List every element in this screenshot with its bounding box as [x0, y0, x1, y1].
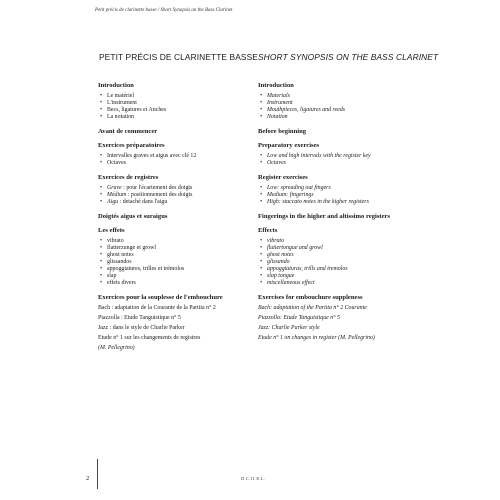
list-item: • Mouthpieces, ligatures and reeds [258, 107, 428, 114]
en-preparatory-section [258, 142, 428, 167]
list-item: • vibrato [258, 238, 428, 245]
en-register-list [258, 185, 428, 206]
register-term: Médium [107, 192, 127, 198]
list-item: • ghost notes [98, 252, 258, 259]
register-term: Aigu [107, 199, 119, 205]
section-heading: Effects [258, 227, 278, 234]
list-item: • effets divers [98, 280, 258, 287]
footer-rule [97, 459, 98, 489]
register-desc: : pour l'écartement des doigts [121, 185, 193, 191]
en-fingerings-section [258, 213, 428, 220]
list-item: • appoggiaturas, trills and tremolos [258, 266, 428, 273]
piece-line: Bach : adaptation de la Courante de la Partita n° 2 [98, 305, 216, 311]
section-heading: Avant de commencer [98, 128, 158, 135]
register-desc: : detaché dans l'aigu [118, 199, 168, 205]
register-desc: : positionnement des doigts [126, 192, 193, 198]
section-heading: Preparatory exercises [258, 142, 320, 149]
section-heading: Introduction [258, 82, 294, 89]
en-before-section [258, 128, 428, 135]
list-item: • Instrument [258, 100, 428, 107]
english-column [258, 52, 439, 349]
list-item: • flatterzunge et growl [98, 245, 258, 252]
section-heading: Register exercises [258, 174, 308, 181]
page-number: 2 [86, 475, 90, 482]
piece-line: Piazzolla: Etude Tanguistique n° 5 [258, 315, 340, 321]
section-heading: Exercices pour la souplesse de l'embouchure [98, 294, 223, 301]
piece-line: Etude n° 1 on changes in register (M. Pellegrino) [258, 335, 375, 341]
section-heading: Introduction [98, 82, 134, 89]
fr-preparatory-list [98, 153, 258, 167]
fr-effects-list [98, 238, 258, 287]
en-suppleness-section [258, 294, 428, 342]
en-register-section [258, 174, 428, 206]
list-item: • Octaves [98, 160, 258, 167]
list-item: • Materials [258, 93, 428, 100]
list-item: • La notation [98, 114, 258, 121]
running-head: Petit précis de clarinette basse / Short Synopsis on the Bass Clarinet [95, 8, 233, 13]
en-effects-section [258, 227, 428, 287]
section-heading: Before beginning [258, 128, 307, 135]
fr-suppleness-section [98, 294, 258, 352]
list-item: • Notation [258, 114, 428, 121]
section-heading: Exercises for embouchure suppleness [258, 294, 363, 301]
fr-preparatory-section [98, 142, 258, 167]
footer-code: D.C.11 E.L. [241, 476, 265, 481]
list-item: • Intervalles graves et aigus avec clé 12 [98, 153, 258, 160]
list-item [98, 192, 258, 199]
list-item: • Low and high intervals with the register key [258, 153, 428, 160]
list-item: • Becs, ligatures et Anches [98, 107, 258, 114]
fr-introduction-section [98, 82, 258, 121]
en-effects-list [258, 238, 428, 287]
list-item: • High: staccato notes in the kigher registers [258, 199, 428, 206]
fr-register-section [98, 174, 258, 206]
list-item: • L'instrument [98, 100, 258, 107]
list-item: • Le matériel [98, 93, 258, 100]
fr-register-list [98, 185, 258, 206]
french-column [98, 52, 258, 359]
en-introduction-list [258, 93, 428, 121]
list-item: • fluttertongue and growl [258, 245, 428, 252]
piece-line: Etude n° 1 sur les changements de registres [98, 335, 201, 341]
fr-introduction-list [98, 93, 258, 121]
en-introduction-section [258, 82, 428, 121]
list-item: • glissandos [98, 259, 258, 266]
register-term: Grave [107, 185, 122, 191]
piece-line: Jazz : dans le style de Charlie Parker [98, 325, 185, 331]
section-heading: Exercices préparatoires [98, 142, 165, 149]
list-item: • miscellaneous effect [258, 280, 428, 287]
fr-before-section [98, 128, 258, 135]
en-preparatory-list [258, 153, 428, 167]
piece-line: Bach: adaptation of the Partita n° 2 Courante [258, 305, 367, 311]
list-item: • Low: spreading out fingers [258, 185, 428, 192]
section-heading: Les effets [98, 227, 125, 234]
list-item: • glissando [258, 259, 428, 266]
list-item: • ghost notes [258, 252, 428, 259]
french-title: PETIT PRÉCIS DE CLARINETTE BASSE [99, 52, 258, 62]
list-item: • vibrato [98, 238, 258, 245]
list-item: • slap tongue [258, 273, 428, 280]
section-heading: Fingerings in the higher and altissimo registers [258, 213, 391, 220]
section-heading: Doigtés aigus et suraigus [98, 213, 168, 220]
list-item [98, 185, 258, 192]
section-heading: Exercices de registres [98, 174, 159, 181]
list-item: • Medium: fingerings [258, 192, 428, 199]
piece-line: Jazz: Charlie Parker style [258, 325, 320, 331]
piece-line: (M. Pellegrino) [98, 345, 135, 351]
english-title: SHORT SYNOPSIS ON THE BASS CLARINET [258, 52, 439, 62]
list-item: • slap [98, 273, 258, 280]
list-item: • Octaves [258, 160, 428, 167]
fr-fingerings-section [98, 213, 258, 220]
fr-effects-section [98, 227, 258, 287]
list-item: • appoggiatures, trilles et trémolos [98, 266, 258, 273]
list-item [98, 199, 258, 206]
piece-line: Piazzolla : Etude Tanguistique n° 5 [98, 315, 181, 321]
